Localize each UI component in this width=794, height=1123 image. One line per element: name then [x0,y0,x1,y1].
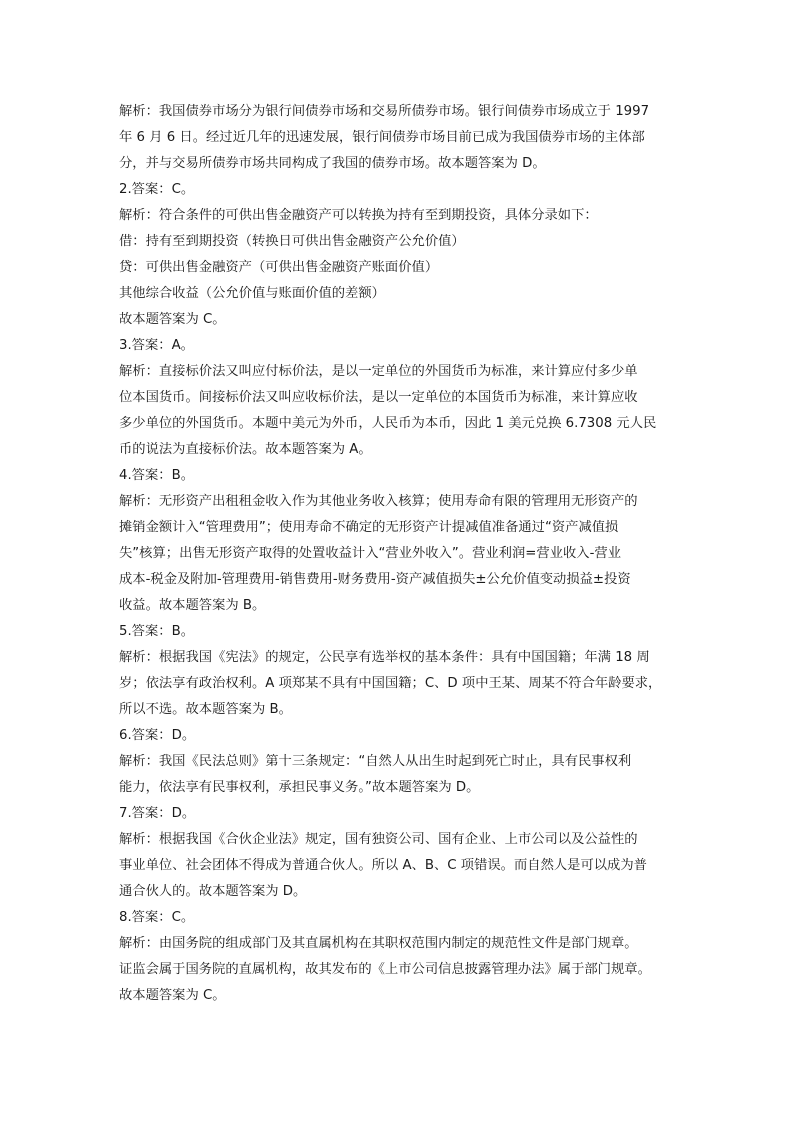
text-line: 解析：我国《民法总则》第十三条规定：“自然人从出生时起到死亡时止，具有民事权利 [119,754,632,769]
answer-heading: 5.答案：B。 [119,624,194,639]
text-line: 币的说法为直接标价法。故本题答案为 A。 [119,442,372,457]
text-line: 收益。故本题答案为 B。 [119,598,266,613]
answer-heading: 3.答案：A。 [119,338,194,353]
text-line: 能力，依法享有民事权利，承担民事义务。”故本题答案为 D。 [119,780,480,795]
text-line: 成本-税金及附加-管理费用-销售费用-财务费用-资产减值损失±公允价值变动损益±投资 [119,572,631,587]
text-line: 岁；依法享有政治权利。A 项郑某不具有中国国籍；C、D 项中王某、周某不符合年龄要求， [119,676,662,691]
text-line: 年 6 月 6 日。经过近几年的迅速发展，银行间债券市场目前已成为我国债券市场的主体部 [119,130,645,145]
text-line: 贷：可供出售金融资产（可供出售金融资产账面价值） [119,260,439,275]
text-line: 失”核算；出售无形资产取得的处置收益计入“营业外收入”。营业利润=营业收入-营业 [119,546,621,561]
answer-heading: 6.答案：D。 [119,728,196,743]
text-line: 证监会属于国务院的直属机构，故其发布的《上市公司信息披露管理办法》属于部门规章。 [119,962,651,977]
document-body [119,99,679,1009]
answer-heading: 2.答案：C。 [119,182,195,197]
answer-heading: 4.答案：B。 [119,468,194,483]
answer-heading: 8.答案：C。 [119,910,195,925]
text-line: 解析：我国债券市场分为银行间债券市场和交易所债券市场。银行间债券市场成立于 1997 [119,104,650,119]
text-line: 摊销金额计入“管理费用”；使用寿命不确定的无形资产计提减值准备通过“资产减值损 [119,520,619,535]
text-line: 解析：由国务院的组成部门及其直属机构在其职权范围内制定的规范性文件是部门规章。 [119,936,638,951]
text-line: 故本题答案为 C。 [119,312,226,327]
text-line: 位本国货币。间接标价法又叫应收标价法，是以一定单位的本国货币为标准，来计算应收 [119,390,638,405]
text-line: 解析：无形资产出租租金收入作为其他业务收入核算；使用寿命有限的管理用无形资产的 [119,494,638,509]
text-line: 故本题答案为 C。 [119,988,226,1003]
text-line: 解析：根据我国《宪法》的规定，公民享有选举权的基本条件：具有中国国籍；年满 18 周 [119,650,650,665]
answer-heading: 7.答案：D。 [119,806,196,821]
text-line: 解析：直接标价法又叫应付标价法，是以一定单位的外国货币为标准，来计算应付多少单 [119,364,638,379]
text-line: 解析：根据我国《合伙企业法》规定，国有独资公司、国有企业、上市公司以及公益性的 [119,832,638,847]
text-line: 所以不选。故本题答案为 B。 [119,702,292,717]
text-line: 事业单位、社会团体不得成为普通合伙人。所以 A、B、C 项错误。而自然人是可以成为普 [119,858,647,873]
text-line: 借：持有至到期投资（转换日可供出售金融资产公允价值） [119,234,465,249]
text-line: 其他综合收益（公允价值与账面价值的差额） [119,286,385,301]
text-line: 解析：符合条件的可供出售金融资产可以转换为持有至到期投资，具体分录如下： [119,208,598,223]
text-line: 通合伙人的。故本题答案为 D。 [119,884,307,899]
text-line: 分，并与交易所债券市场共同构成了我国的债券市场。故本题答案为 D。 [119,156,546,171]
text-line: 多少单位的外国货币。本题中美元为外币，人民币为本币，因此 1 美元兑换 6.7308 元人民 [119,416,657,431]
